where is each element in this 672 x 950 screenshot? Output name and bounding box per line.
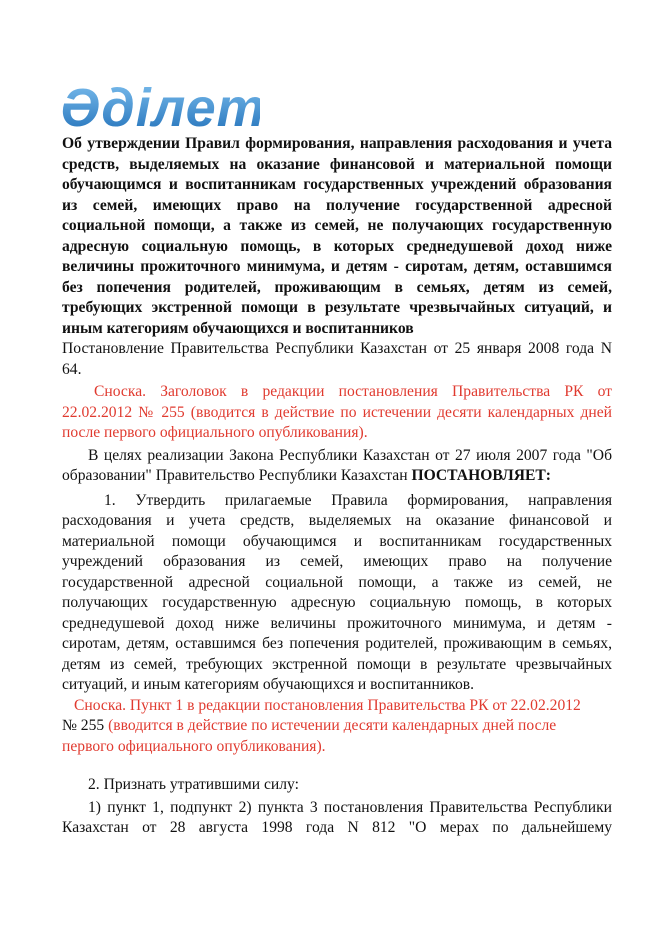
title-line: социальной помощи, а также из семей, не получающих государственную <box>62 217 612 234</box>
logo-wordmark: Әділет <box>60 78 266 138</box>
title-line: величины прожиточного минимума, и детям - сиротам, детям, оставшимся <box>62 258 612 275</box>
footnote-item-1: Сноска. Пункт 1 в редакции постановления Правительства РК от 22.02.2012 № 255 (вводится в действие по истечении десяти календарных дней после первого официального опубликования). <box>62 696 581 755</box>
decree-reference: Постановление Правительства Республики Казахстан от 25 января 2008 года N 64. <box>62 340 612 378</box>
preamble: В целях реализации Закона Республики Казахстан от 27 июля 2007 года "Об образовании" Правительство Республики Казахстан ПОСТАНОВЛЯЕТ: <box>62 446 612 484</box>
item-2: 2. Признать утратившими силу: <box>88 776 299 793</box>
decree-keyword: ПОСТАНОВЛЯЕТ: <box>411 467 552 484</box>
title-line: Об утверждении Правил формирования, направления расходования и учета <box>62 135 612 152</box>
title-line: обучающимся и воспитанникам государственных учреждений образования <box>62 176 612 193</box>
title-line: из семей, имеющих право на получение государственной адресной <box>62 196 612 214</box>
item-1: 1. Утвердить прилагаемые Правила формирования, направления расходования и учета средств, выделяемых на оказание финансовой и материальной помощи обучающимся и воспитанникам государственных учреждений образования из семей, имеющих право на получение государственной адресной социальной помощи, а также из семей, не получающих государственную адресную социальную помощь, в которых среднедушевой доход ниже величины прожиточного минимума, и детям - сиротам, детям, оставшимся без попечения родителей, проживающим в семьях, детям из семей, требующих экстренной помощи в результате чрезвычайных ситуаций, и иным категориям обучающихся и воспитанников. <box>62 491 612 693</box>
document-body <box>62 134 612 839</box>
title-line: адресную социальную помощь, в которых среднедушевой доход ниже <box>62 237 612 255</box>
document-title <box>62 134 612 339</box>
title-line: иным категориям обучающихся и воспитанников <box>62 319 414 337</box>
item-2-subitem-1: 1) пункт 1, подпункт 2) пункта 3 постановления Правительства Республики Казахстан от 28 августа 1998 года N 812 "О мерах по дальнейшему <box>62 798 612 836</box>
title-line: средств, выделяемых на оказание финансовой и материальной помощи <box>62 155 612 173</box>
title-line: требующих экстренной помощи в результате чрезвычайных ситуаций, и <box>62 299 612 316</box>
footnote-title: Сноска. Заголовок в редакции постановления Правительства РК от 22.02.2012 № 255 (вводится в действие по истечении десяти календарных дней после первого официального опубликования). <box>62 383 612 441</box>
adilet-logo <box>60 78 266 138</box>
title-line: без попечения родителей, проживающим в семьях, детям из семей, <box>62 278 612 296</box>
